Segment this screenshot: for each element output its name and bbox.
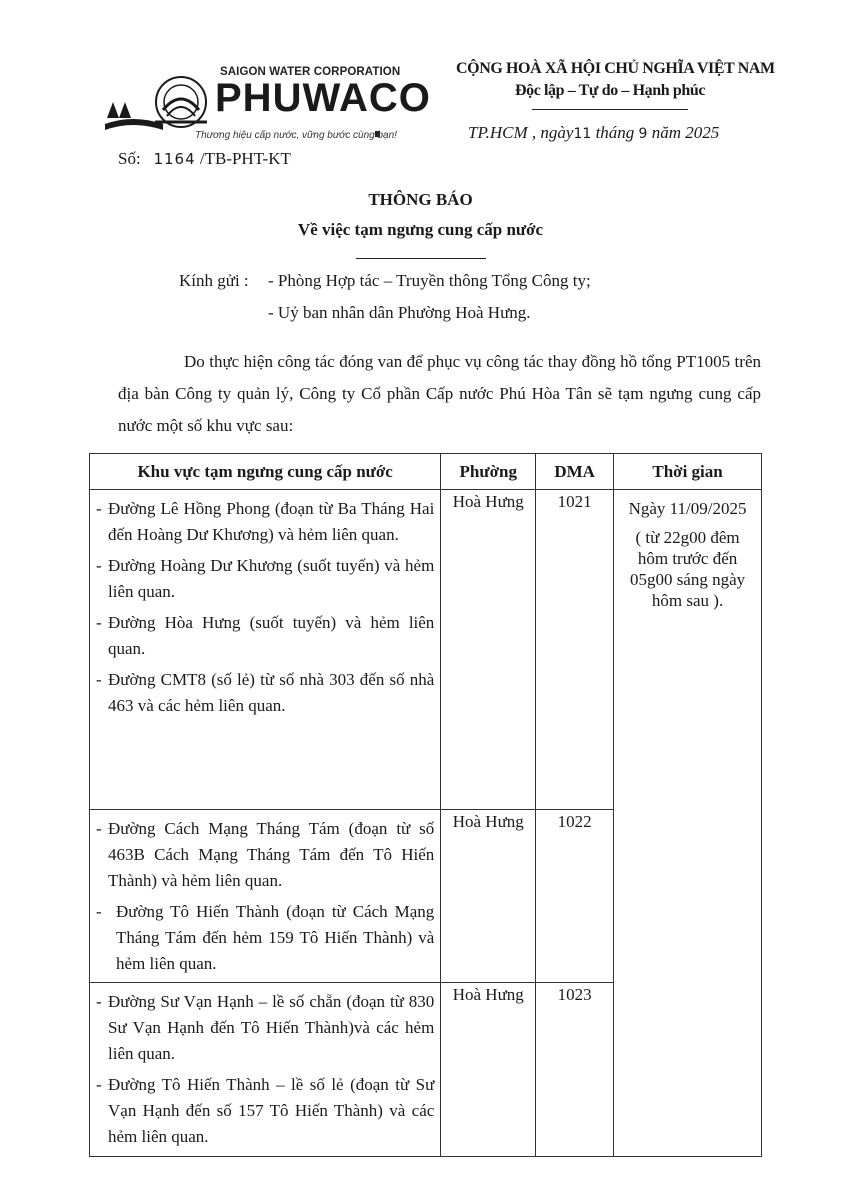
doc-number-prefix: Số: <box>118 149 141 168</box>
area-item: - Đường CMT8 (số lẻ) từ số nhà 303 đến số nhà 463 và các hẻm liên quan. <box>96 667 434 719</box>
notice-body: Do thực hiện công tác đóng van để phục vụ công tác thay đồng hồ tổng PT1005 trên địa bàn Công ty quản lý, Công ty Cổ phần Cấp nước Phú Hòa Tân sẽ tạm ngưng cung cấp nước một số khu vực sau: <box>118 352 761 435</box>
recipients-label: Kính gửi : <box>179 271 249 290</box>
outage-time-range: ( từ 22g00 đêm hôm trước đến 05g00 sáng ngày hôm sau ). <box>629 528 746 610</box>
date-month-label: tháng <box>595 123 635 142</box>
area-text: Đường CMT8 (số lẻ) từ số nhà 303 đến số nhà 463 và các hẻm liên quan. <box>108 670 435 715</box>
national-motto: Độc lập – Tự do – Hạnh phúc <box>514 82 706 99</box>
area-text: Đường Sư Vạn Hạnh – lề số chẵn (đoạn từ 830 Sư Vạn Hạnh đến Tô Hiến Thành)và các hẻm liên quan. <box>108 992 435 1063</box>
brand-slogan: Thương hiệu cấp nước, vững bước cùng bạn! <box>195 130 397 141</box>
area-text: Đường Lê Hồng Phong (đoạn từ Ba Tháng Hai đến Hoàng Dư Khương) và hẻm liên quan. <box>108 499 435 544</box>
notice-title: THÔNG BÁO <box>368 190 473 209</box>
time-cell <box>614 490 762 1157</box>
table-row <box>90 490 762 810</box>
dma-cell: 1022 <box>536 810 614 983</box>
national-title: CỘNG HOÀ XÃ HỘI CHỦ NGHĨA VIỆT NAM <box>456 60 775 77</box>
ward-cell: Hoà Hưng <box>441 983 536 1157</box>
doc-number-handwritten: 1164 <box>153 150 196 168</box>
dma-cell: 1021 <box>536 490 614 810</box>
dma-cell: 1023 <box>536 983 614 1157</box>
column-header-dma: DMA <box>536 454 614 490</box>
ward-cell: Hoà Hưng <box>441 810 536 983</box>
ward-cell: Hoà Hưng <box>441 490 536 810</box>
date-city: TP.HCM , ngày <box>468 123 574 142</box>
area-text: Đường Tô Hiến Thành (đoạn từ Cách Mạng Tháng Tám đến hẻm 159 Tô Hiến Thành) và hẻm liên quan. <box>116 902 435 973</box>
area-item: - Đường Lê Hồng Phong (đoạn từ Ba Tháng Hai đến Hoàng Dư Khương) và hẻm liên quan. <box>96 496 434 548</box>
date-month: 9 <box>638 126 648 142</box>
recipient-item: - Phòng Hợp tác – Truyền thông Tổng Công ty; <box>268 271 591 290</box>
date-day: 11 <box>573 126 592 142</box>
column-header-area: Khu vực tạm ngưng cung cấp nước <box>90 454 441 490</box>
outage-table <box>89 453 762 1157</box>
corporation-name: SAIGON WATER CORPORATION <box>220 66 401 78</box>
doc-number-suffix: /TB-PHT-KT <box>199 149 291 168</box>
table-header-row <box>90 454 762 490</box>
brand-name: PHUWACO <box>215 76 431 120</box>
area-cell <box>90 983 441 1157</box>
area-item: - Đường Hòa Hưng (suốt tuyến) và hẻm liên quan. <box>96 610 434 662</box>
area-item: - Đường Sư Vạn Hạnh – lề số chẵn (đoạn từ 830 Sư Vạn Hạnh đến Tô Hiến Thành)và các hẻm liên quan. <box>96 989 434 1067</box>
column-header-time: Thời gian <box>614 454 762 490</box>
area-item: - Đường Cách Mạng Tháng Tám (đoạn từ số 463B Cách Mạng Tháng Tám đến Tô Hiến Thành) và hẻm liên quan. <box>96 816 434 894</box>
title-underline <box>356 258 486 259</box>
company-logo <box>103 62 431 152</box>
date-year: năm 2025 <box>651 123 720 142</box>
outage-date: Ngày 11/09/2025 <box>628 499 747 518</box>
area-item: - Đường Hoàng Dư Khương (suốt tuyến) và hẻm liên quan. <box>96 553 434 605</box>
recipient-item: - Uỷ ban nhân dân Phường Hoà Hưng. <box>268 303 531 322</box>
area-cell <box>90 810 441 983</box>
area-text: Đường Tô Hiến Thành – lề số lẻ (đoạn từ Sư Vạn Hạnh đến số 157 Tô Hiến Thành) và các hẻm liên quan. <box>108 1075 435 1146</box>
area-text: Đường Hoàng Dư Khương (suốt tuyến) và hẻm liên quan. <box>108 556 435 601</box>
notice-subtitle: Về việc tạm ngưng cung cấp nước <box>297 220 544 239</box>
area-item: - Đường Tô Hiến Thành – lề số lẻ (đoạn từ Sư Vạn Hạnh đến số 157 Tô Hiến Thành) và các hẻm liên quan. <box>96 1072 434 1150</box>
area-item: - Đường Tô Hiến Thành (đoạn từ Cách Mạng Tháng Tám đến hẻm 159 Tô Hiến Thành) và hẻm liên quan. <box>96 899 434 977</box>
document-date <box>468 123 719 143</box>
area-text: Đường Hòa Hưng (suốt tuyến) và hẻm liên quan. <box>108 613 435 658</box>
motto-underline <box>532 109 688 110</box>
area-text: Đường Cách Mạng Tháng Tám (đoạn từ số 463B Cách Mạng Tháng Tám đến Tô Hiến Thành) và hẻm liên quan. <box>108 819 435 890</box>
document-number <box>118 149 291 169</box>
area-cell <box>90 490 441 810</box>
column-header-ward: Phường <box>441 454 536 490</box>
